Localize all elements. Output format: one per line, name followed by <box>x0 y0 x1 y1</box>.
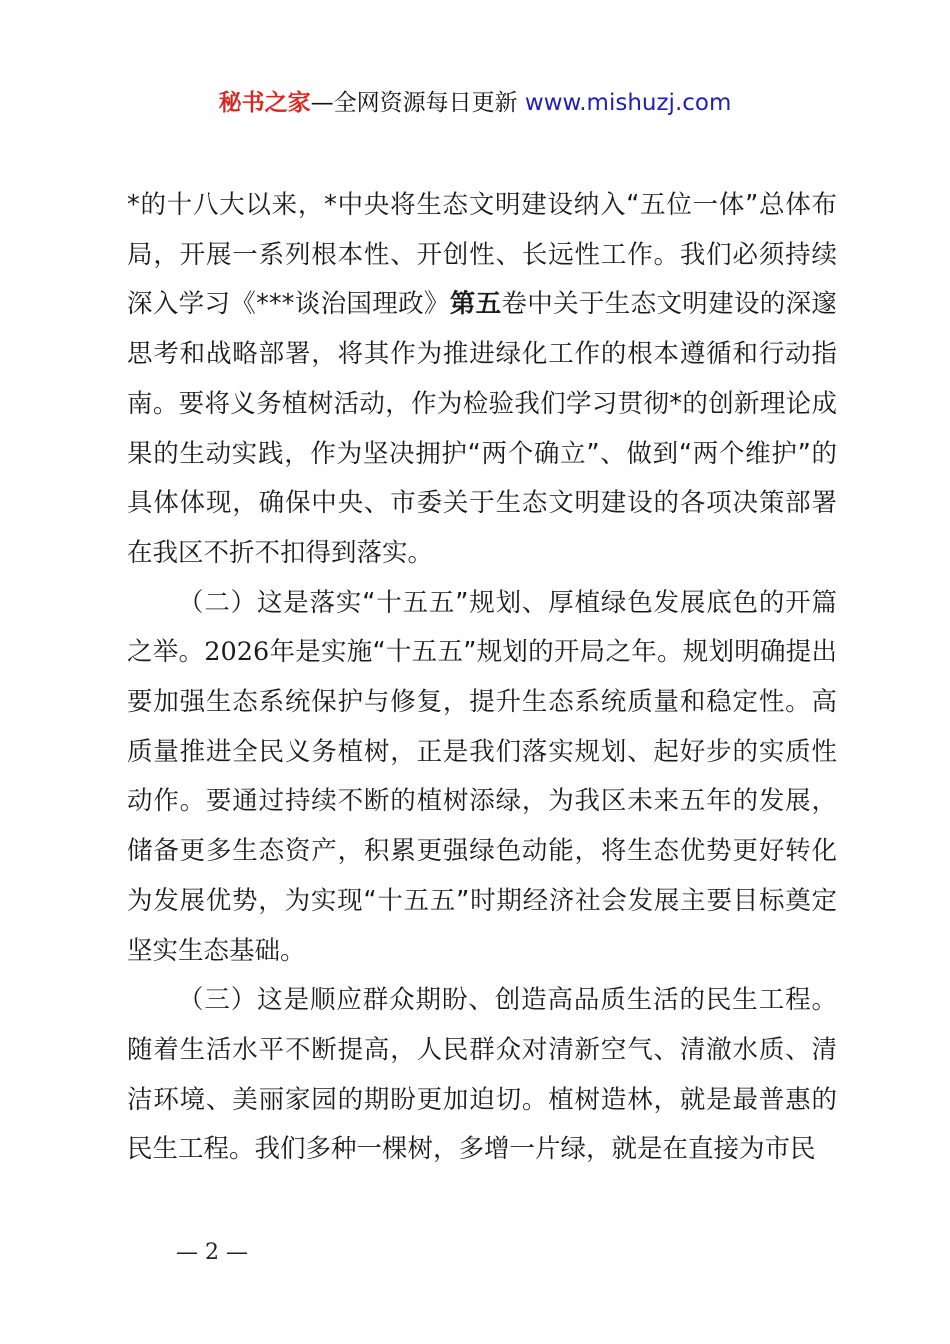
page-number: — 2 — <box>176 1240 248 1265</box>
paragraph-1-bold: 第五 <box>449 289 502 320</box>
header-url[interactable]: www.mishuzj.com <box>524 90 732 116</box>
paragraph-1 <box>127 181 837 579</box>
paragraph-2 <box>127 579 837 977</box>
paragraph-2-year: 2026 <box>204 637 270 668</box>
paragraph-1-text-a: *的十八大以来，*中央将生态文明建设纳入“五位一体”总体布局，开展一系列根本性、开创性、长远性工作。我们必须持续深入学习《***谈治国理政》 <box>127 190 837 320</box>
document-body <box>127 181 837 1175</box>
paragraph-2-text-b: 年是实施“十五五”规划的开局之年。规划明确提出要加强生态系统保护与修复，提升生态系统质量和稳定性。高质量推进全民义务植树，正是我们落实规划、起好步的实质性动作。要通过持续不断的植树添绿，为我区未来五年的发展，储备更多生态资产，积累更强绿色动能，将生态优势更好转化为发展优势，为实现“十五五”时期经济社会发展主要目标奠定坚实生态基础。 <box>127 637 837 966</box>
paragraph-3: （三）这是顺应群众期盼、创造高品质生活的民生工程。随着生活水平不断提高，人民群众对清新空气、清澈水质、清洁环境、美丽家园的期盼更加迫切。植树造林，就是最普惠的民生工程。我们多种一棵树，多增一片绿，就是在直接为市民 <box>127 985 837 1165</box>
brand-name: 秘书之家 <box>218 90 311 116</box>
paragraph-1-text-b: 卷中关于生态文明建设的深邃思考和战略部署，将其作为推进绿化工作的根本遵循和行动指南。要将义务植树活动，作为检验我们学习贯彻*的创新理论成果的生动实践，作为坚决拥护“两个确立”、做到“两个维护”的具体体现，确保中央、市委关于生态文明建设的各项决策部署在我区不折不扣得到落实。 <box>127 289 837 568</box>
paragraph-2-text-a: （二）这是落实“十五五”规划、厚植绿色发展底色的开篇之举。 <box>127 587 837 668</box>
header-tagline: 全网资源每日更新 <box>333 90 518 116</box>
header-dash: — <box>310 90 334 116</box>
page-header <box>0 86 950 120</box>
